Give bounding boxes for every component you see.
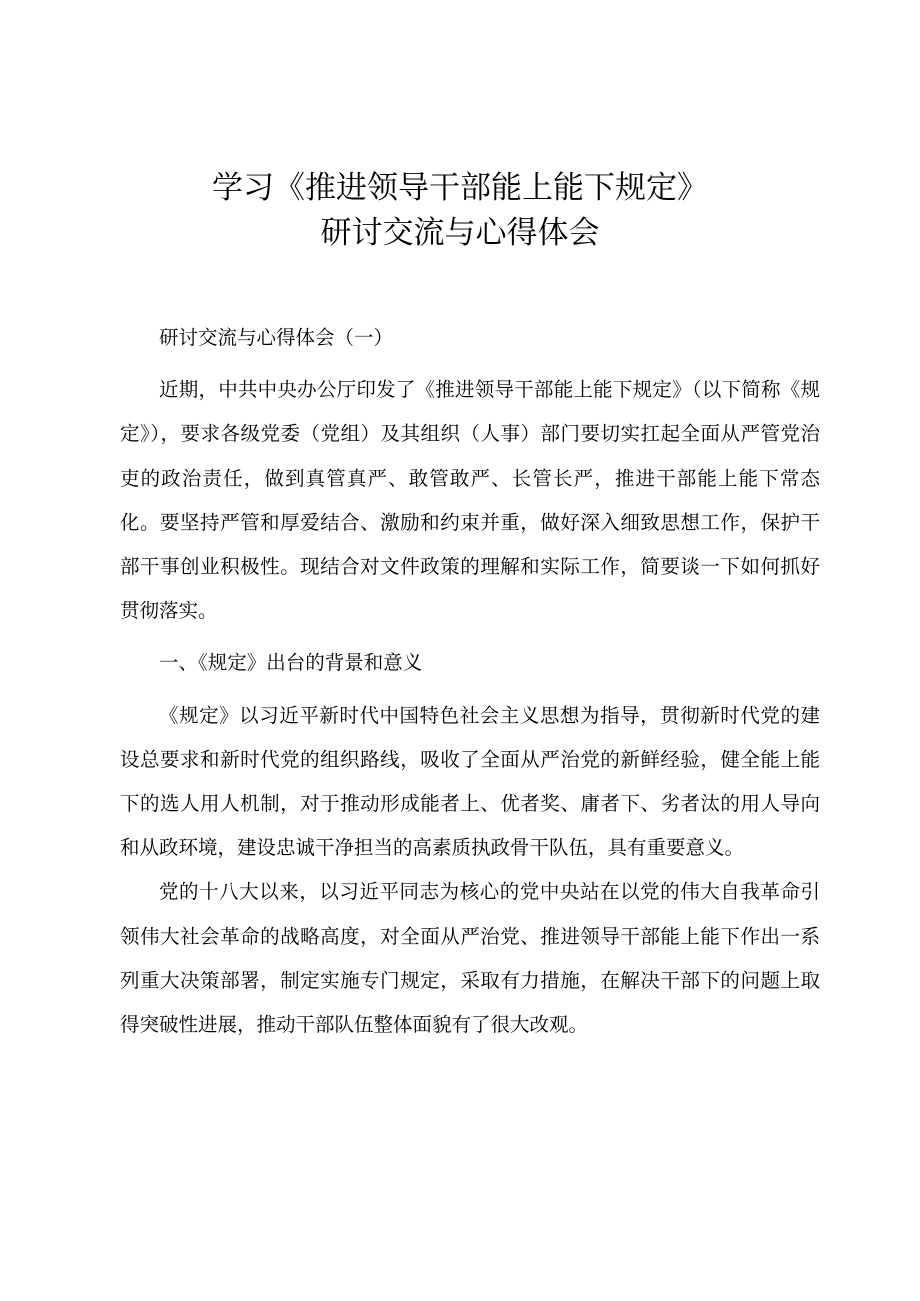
paragraph-intro: 近期，中共中央办公厅印发了《推进领导干部能上能下规定》（以下简称《规定》），要求各级党委（党组）及其组织（人事）部门要切实扛起全面从严管党治吏的政治责任，做到真管真严、敢管敢严、长管长严，推进干部能上能下常态化。要坚持严管和厚爱结合、激励和约束并重，做好深入细致思想工作，保护干部干事创业积极性。现结合对文件政策的理解和实际工作，简要谈一下如何抓好贯彻落实。 [120, 378, 820, 623]
document-body [120, 316, 820, 1047]
section-heading-1: 一、《规定》出台的背景和意义 [159, 651, 423, 675]
document-title-line-2: 研讨交流与心得体会 [320, 215, 600, 251]
paragraph-significance: 《规定》以习近平新时代中国特色社会主义思想为指导，贯彻新时代党的建设总要求和新时代党的组织路线，吸收了全面从严治党的新鲜经验，健全能上能下的选人用人机制，对于推动形成能者上、优者奖、庸者下、劣者汰的用人导向和从政环境，建设忠诚干净担当的高素质执政骨干队伍，具有重要意义。 [120, 703, 820, 860]
section-subtitle: 研讨交流与心得体会（一） [159, 326, 394, 349]
document-title-line-1: 学习《推进领导干部能上能下规定》 [212, 170, 708, 206]
paragraph-background: 党的十八大以来，以习近平同志为核心的党中央站在以党的伟大自我革命引领伟大社会革命的战略高度，对全面从严治党、推进领导干部能上能下作出一系列重大决策部署，制定实施专门规定，采取有力措施，在解决干部下的问题上取得突破性进展，推动干部队伍整体面貌有了很大改观。 [120, 880, 820, 1037]
